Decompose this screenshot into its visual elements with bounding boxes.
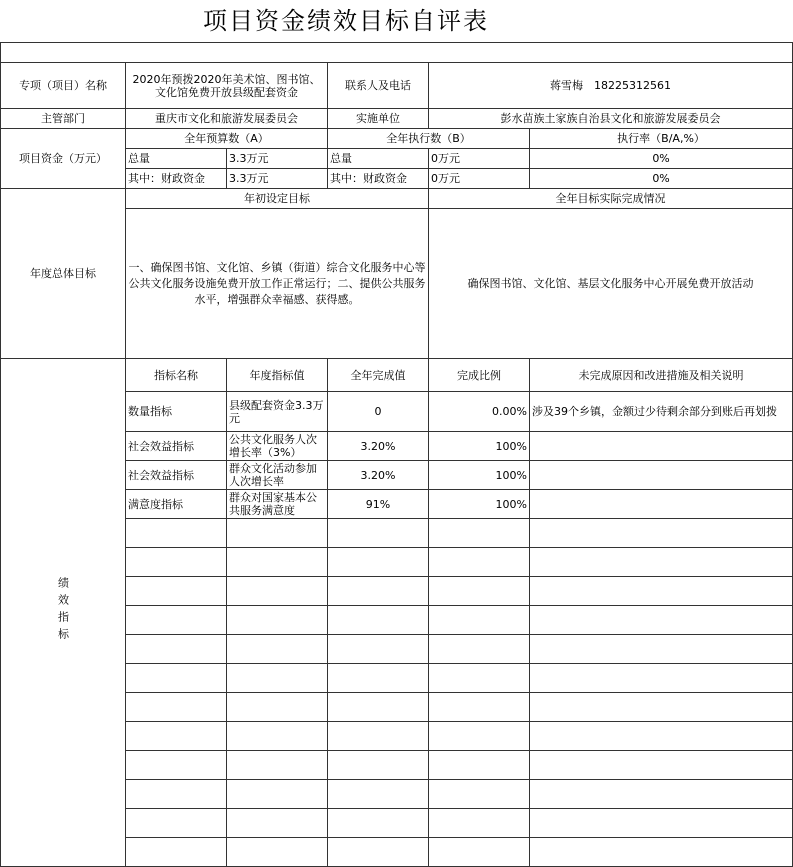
empty-cell (530, 809, 793, 838)
indicator-target-cell (227, 432, 328, 461)
empty-cell (530, 751, 793, 780)
indicator-target: 公共文化服务人次增长率（3%） (229, 433, 317, 459)
perf-label: 绩效指标 (56, 577, 70, 645)
perf-col-done: 全年完成值 (328, 359, 429, 392)
indicator-done: 0 (328, 392, 429, 432)
rate-header: 执行率（B/A,%） (530, 129, 793, 149)
empty-cell (328, 635, 429, 664)
empty-cell (530, 606, 793, 635)
budget-header: 全年预算数（A） (126, 129, 328, 149)
annual-header-row (1, 189, 793, 209)
empty-cell (530, 693, 793, 722)
empty-cell (530, 664, 793, 693)
empty-cell (227, 780, 328, 809)
department-row (1, 109, 793, 129)
actual-goal-header: 全年目标实际完成情况 (429, 189, 793, 209)
empty-cell (429, 693, 530, 722)
empty-cell (530, 722, 793, 751)
perf-col-ratio: 完成比例 (429, 359, 530, 392)
evaluation-table (0, 42, 793, 867)
empty-cell (328, 838, 429, 867)
rate-total-value: 0% (530, 149, 793, 169)
indicator-target-cell (227, 461, 328, 490)
budget-total-label: 总量 (126, 149, 227, 169)
indicator-ratio: 0.00% (429, 392, 530, 432)
empty-cell (530, 838, 793, 867)
empty-cell (429, 780, 530, 809)
empty-cell (126, 838, 227, 867)
indicator-name: 社会效益指标 (126, 461, 227, 490)
exec-total-label: 总量 (328, 149, 429, 169)
empty-cell (530, 548, 793, 577)
dept-value: 重庆市文化和旅游发展委员会 (126, 109, 328, 129)
empty-cell (328, 664, 429, 693)
empty-cell (227, 838, 328, 867)
empty-cell (126, 548, 227, 577)
indicator-ratio: 100% (429, 461, 530, 490)
indicator-done: 3.20% (328, 432, 429, 461)
exec-fiscal-value: 0万元 (429, 169, 530, 189)
impl-unit-value: 彭水苗族土家族自治县文化和旅游发展委员会 (429, 109, 793, 129)
actual-goal-text: 确保图书馆、文化馆、基层文化服务中心开展免费开放活动 (429, 209, 793, 359)
perf-header-row (1, 359, 793, 392)
funds-label: 项目资金（万元） (1, 129, 126, 189)
empty-cell (429, 664, 530, 693)
annual-goal-label: 年度总体目标 (1, 189, 126, 359)
empty-cell (429, 577, 530, 606)
empty-cell (328, 809, 429, 838)
funds-header-row (1, 129, 793, 149)
empty-cell (126, 577, 227, 606)
empty-cell (126, 635, 227, 664)
empty-cell (429, 722, 530, 751)
empty-cell (530, 577, 793, 606)
budget-fiscal-value: 3.3万元 (227, 169, 328, 189)
empty-cell (227, 751, 328, 780)
rate-fiscal-value: 0% (530, 169, 793, 189)
empty-cell (227, 606, 328, 635)
empty-cell (227, 809, 328, 838)
project-name-label: 专项（项目）名称 (1, 63, 126, 109)
budget-fiscal-label: 其中：财政资金 (126, 169, 227, 189)
empty-cell (530, 780, 793, 809)
empty-cell (328, 722, 429, 751)
indicator-done: 91% (328, 490, 429, 519)
empty-cell (429, 519, 530, 548)
perf-col-name: 指标名称 (126, 359, 227, 392)
empty-cell (126, 664, 227, 693)
exec-total-value: 0万元 (429, 149, 530, 169)
spacer-cell (1, 43, 793, 63)
empty-cell (530, 519, 793, 548)
indicator-reason: 涉及39个乡镇，金额过少待剩余部分到账后再划拨 (530, 392, 793, 432)
empty-cell (328, 606, 429, 635)
exec-fiscal-label: 其中：财政资金 (328, 169, 429, 189)
indicator-name: 满意度指标 (126, 490, 227, 519)
empty-cell (429, 606, 530, 635)
form-title: 项目资金绩效目标自评表 (203, 7, 489, 35)
project-name-value: 2020年预拨2020年美术馆、图书馆、文化馆免费开放县级配套资金 (126, 63, 328, 109)
indicator-ratio: 100% (429, 432, 530, 461)
empty-cell (429, 548, 530, 577)
empty-cell (126, 751, 227, 780)
empty-cell (227, 577, 328, 606)
empty-cell (429, 751, 530, 780)
indicator-done: 3.20% (328, 461, 429, 490)
indicator-ratio: 100% (429, 490, 530, 519)
empty-cell (429, 838, 530, 867)
indicator-target-cell (227, 490, 328, 519)
empty-cell (126, 722, 227, 751)
project-row (1, 63, 793, 109)
empty-cell (227, 548, 328, 577)
empty-cell (227, 722, 328, 751)
empty-cell (429, 635, 530, 664)
empty-cell (328, 693, 429, 722)
initial-goal-header: 年初设定目标 (126, 189, 429, 209)
indicator-reason (530, 461, 793, 490)
empty-cell (126, 519, 227, 548)
indicator-reason (530, 490, 793, 519)
indicator-target: 县级配套资金3.3万元 (227, 392, 328, 432)
empty-cell (126, 780, 227, 809)
indicator-target: 群众文化活动参加人次增长率 (229, 462, 317, 488)
empty-cell (328, 780, 429, 809)
indicator-name: 社会效益指标 (126, 432, 227, 461)
perf-col-target: 年度指标值 (227, 359, 328, 392)
spacer-row (1, 43, 793, 63)
initial-goal-text: 一、确保图书馆、文化馆、乡镇（街道）综合文化服务中心等公共文化服务设施免费开放工作正常运行；二、提供公共服务水平，增强群众幸福感、获得感。 (126, 209, 429, 359)
empty-cell (126, 693, 227, 722)
empty-cell (530, 635, 793, 664)
indicator-reason (530, 432, 793, 461)
empty-cell (227, 635, 328, 664)
empty-cell (126, 606, 227, 635)
empty-cell (328, 519, 429, 548)
perf-label-cell (1, 359, 126, 867)
empty-cell (429, 809, 530, 838)
empty-cell (227, 693, 328, 722)
contact-value: 蒋雪梅 18225312561 (429, 63, 793, 109)
empty-cell (227, 519, 328, 548)
empty-cell (328, 577, 429, 606)
empty-cell (126, 809, 227, 838)
empty-cell (227, 664, 328, 693)
contact-label: 联系人及电话 (328, 63, 429, 109)
impl-unit-label: 实施单位 (328, 109, 429, 129)
budget-total-value: 3.3万元 (227, 149, 328, 169)
indicator-name: 数量指标 (126, 392, 227, 432)
indicator-target: 群众对国家基本公共服务满意度 (229, 491, 317, 517)
dept-label: 主管部门 (1, 109, 126, 129)
exec-header: 全年执行数（B） (328, 129, 530, 149)
perf-col-reason: 未完成原因和改进措施及相关说明 (530, 359, 793, 392)
empty-cell (328, 548, 429, 577)
empty-cell (328, 751, 429, 780)
